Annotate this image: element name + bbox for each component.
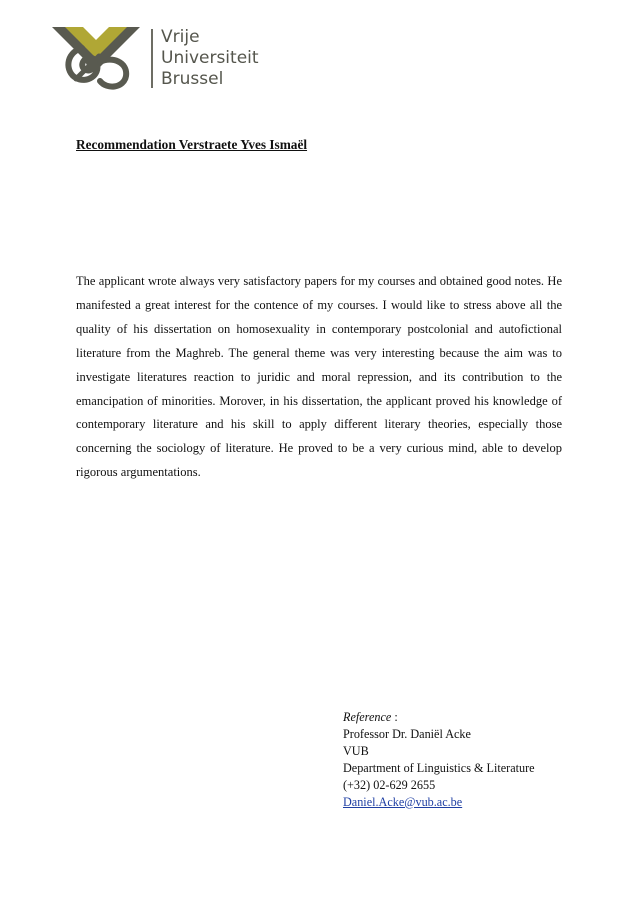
logo-line-3: Brussel	[161, 69, 224, 89]
reference-name: Professor Dr. Daniël Acke	[343, 726, 471, 741]
reference-institution: VUB	[343, 743, 369, 758]
logo-line-1: Vrije	[161, 27, 200, 47]
recommendation-body: The applicant wrote always very satisfactory papers for my courses and obtained good notes. He manifested a great interest for the contence of my courses. I would like to stress above all the quality of his dissertation on homosexuality in contemporary postcolonial and autofictional literature from the Maghreb. The general theme was very interesting because the aim was to investigate literatures reaction to juridic and moral repression, and its contribution to the emancipation of minorities. Morover, in his dissertation, the applicant proved his knowledge of contemporary literature and his skill to apply different literary theories, especially those concerning the sociology of literature. He proved to be a very curious mind, able to develop rigorous argumentations.	[76, 274, 562, 480]
reference-phone: (+32) 02-629 2655	[343, 777, 436, 792]
reference-label-suffix: :	[391, 710, 398, 724]
logo-divider	[151, 29, 153, 88]
logo-line-2: Universiteit	[161, 48, 259, 68]
reference-department: Department of Linguistics & Literature	[343, 760, 535, 775]
reference-block	[343, 709, 583, 810]
reference-label-row	[343, 709, 583, 726]
logo-wordmark	[161, 27, 306, 90]
reference-label: Reference	[343, 710, 392, 724]
document-title: Recommendation Verstraete Yves Ismaël	[76, 137, 308, 152]
university-logo	[52, 22, 302, 96]
vub-university-logo-icon	[52, 22, 144, 92]
reference-email-link[interactable]: Daniel.Acke@vub.ac.be	[343, 794, 463, 809]
